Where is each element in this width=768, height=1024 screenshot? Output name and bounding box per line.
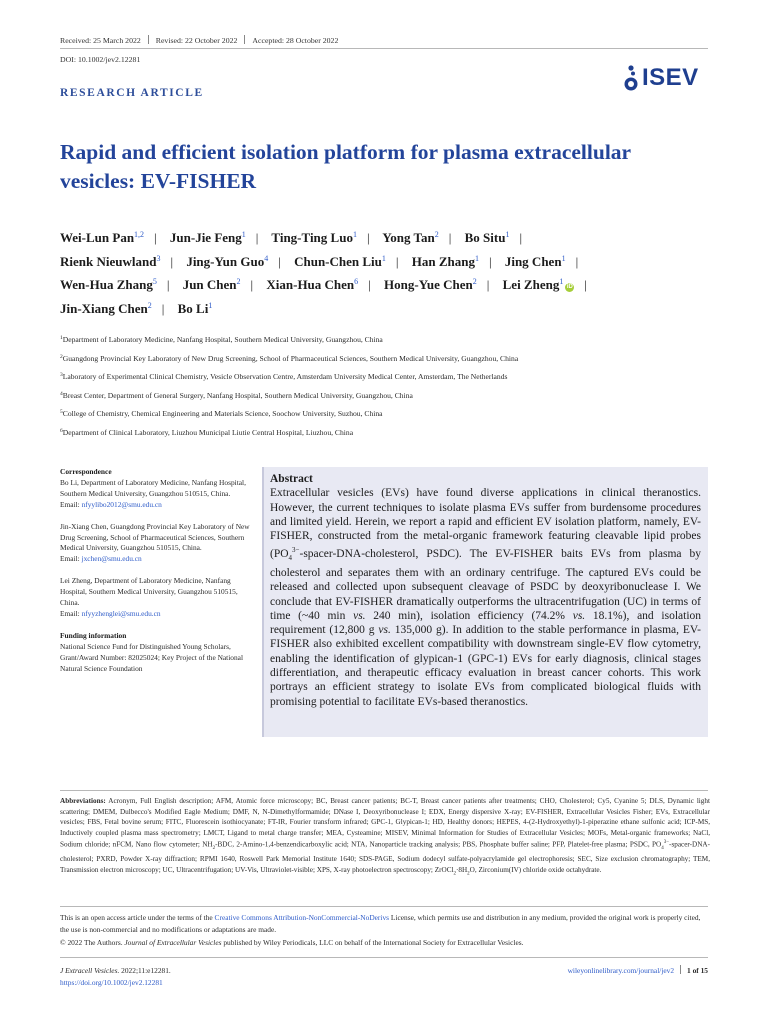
- date-divider: [148, 35, 149, 44]
- funding-text: National Science Fund for Distinguished Young Scholars, Grant/Award Number: 82025024; Key Project of the National Natural Science Foundation: [60, 641, 244, 673]
- author[interactable]: Jing Chen$^1$: [504, 253, 566, 269]
- journal-site-link[interactable]: wileyonlinelibrary.com/journal/jev2: [567, 966, 675, 975]
- abbreviations-rule: [60, 790, 708, 791]
- license-link[interactable]: Creative Commons Attribution-NonCommercial-NoDerivs: [214, 913, 390, 922]
- author[interactable]: Lei Zheng$^1$iD: [502, 277, 573, 292]
- date-divider: [244, 35, 245, 44]
- doi: DOI: 10.1002/jev2.12281: [60, 55, 141, 64]
- article-doi-link[interactable]: https://doi.org/10.1002/jev2.12281: [60, 978, 163, 987]
- affiliation: $^4$Breast Center, Department of General Surgery, Nanfang Hospital, Southern Medical University, Guangzhou, China: [60, 390, 413, 400]
- abstract-text: Extracellular vesicles (EVs) have found diverse applications in clinical theranostics. However, the current techniques to isolate plasma EVs suffer from burdensome procedures and limited yield. Herein, we report a rapid and efficient EV isolation platform, namely, EV-FISHER, constructed from the metal-organic framework featuring cleavable lipid probes ($PO_4^{3-}-spacer-DNA$-cholesterol, PSDC). The EV-FISHER baits EVs from plasma by cholesterol and separates them with an ordinary centrifuge. The captured EVs could be released and collected upon subsequent cleavage of PSDC by deoxyribonuclease I. We conclude that EV-FISHER dramatically outperforms the ultracentrifugation (UC) in terms of time (~40 min vs. 240 min), isolation efficiency (74.2% vs. 18.1%), and isolation requirement (12,800 g vs. 135,000 g). In addition to the stable performance in plasma, EV-FISHER also exhibited excellent compatibility with downstream single-EV flow cytometry, enabling the identification of glypican-1 (GPC-1) EVs for early diagnosis, clinical stages differentiation, and therapeutic efficacy evaluation in breast cancer cohorts. This work portrays an efficient strategy to isolate EVs from complicated biological fluids with promising potential to facilitate EVs-based theranostics.: [270, 487, 702, 708]
- author[interactable]: Chun-Chen Liu$^1$: [294, 253, 386, 269]
- article-dates: [60, 35, 338, 45]
- correspondence-block: Jin-Xiang Chen, Guangdong Provincial Key Laboratory of New Drug Screening, School of Pharmaceutical Sciences, Southern Medical University, Guangzhou 510515, China. Email: jxchen@smu.edu.cn: [60, 522, 252, 566]
- correspondence-contact: Bo Li, Department of Laboratory Medicine, Nanfang Hospital, Southern Medical University, Guangzhou 510515, China.: [60, 477, 246, 498]
- license: [60, 912, 710, 949]
- orcid-icon[interactable]: iD: [566, 284, 573, 290]
- isev-logo-icon: [622, 64, 642, 94]
- page-number: 1 of 15: [687, 966, 708, 975]
- license-terms: This is an open access article under the terms of the Creative Commons Attribution-NonCommercial-NoDerivs License, which permits use and distribution in any medium, provided the original work is properly cited, the use is non-commercial and no modifications or adaptations are made.: [60, 913, 701, 935]
- author[interactable]: Hong-Yue Chen$^2$: [384, 277, 477, 292]
- abstract-heading: Abstract: [270, 473, 313, 485]
- license-rule: [60, 906, 708, 907]
- email-link[interactable]: nfyylibo2012@smu.edu.cn: [81, 499, 162, 509]
- section-label: RESEARCH ARTICLE: [60, 87, 204, 99]
- abbreviations: Abbreviations: Acronym, Full English description; AFM, Atomic force microscopy; BC, Breast cancer patients; BC-T, Breast cancer patients after treatments; CHO, Cholesterol; Cy5, Cyanine 5; DLS, Dynamic light scattering; DMEM, Dulbecco's Modified Eagle Medium; DMF, N, N-Dimethylformamide; DNase I, Deoxyribonuclease I; EDX, Energy dispersive X-ray; EV-FISHER, Extracellular Vesicles Fisher; EVs, Extracellular vesicles; FBS, Fetal bovine serum; FITC, Fluorescein isothiocyanate; FT-IR, Fourier transform infrared; GPC-1, Glypican-1; HD, Healthy donors; HEPES, 4-(2-Hydroxyethyl)-1-piperazine ethane sulfonic acid; ICP-MS, Inductively coupled plasma mass spectrometry; LMCT, Ligand to metal charge transfer; MEA, Cysteamine; MISEV, Minimal Information for Studies of Extracellular Vesicles; MOFs, Metal-organic frameworks; NaCl, Sodium chloride; nFCM, Nano flow cytometer; $NH_2$-BDC, 2-Amino-1,4-benzendicarboxylic acid; NTA, Nanoparticle tracking analysis; PBS, Phosphate buffer saline; PFP, Platelet-free plasma; PSDC, $PO_4^{3-}-spacer-DNA$-cholesterol; PXRD, Powder X-ray diffraction; RPMI 1640, Roswell Park Memorial Institute 1640; SDS-PAGE, Sodium dodecyl sulfate-polyacrylamide gel electrophoresis; SEC, Size exclusion chromatography; TEM, Transmission electron microscopy; UC, Ultracentrifugation; UV-Vis, Ultraviolet-visible; XPS, X-ray photoelectron spectroscopy; $ZrOCl_2\cdot 8H_2O$, Zirconium(IV) chloride oxide octahydrate.: [60, 797, 711, 877]
- abstract-box: [262, 467, 708, 737]
- correspondence-column: [60, 467, 252, 686]
- email-link[interactable]: nfyyzhenglei@smu.edu.cn: [81, 608, 161, 618]
- author[interactable]: Bo Situ$^1$: [464, 230, 510, 245]
- author[interactable]: Wei-Lun Pan$^{1,2}$: [60, 230, 145, 245]
- accepted-date: Accepted: 28 October 2022: [252, 36, 339, 45]
- copyright: © 2022 The Authors. Journal of Extracellular Vesicles published by Wiley Periodicals, LLC on behalf of the International Society for Extracellular Vesicles.: [60, 937, 524, 947]
- funding-block: [60, 631, 252, 675]
- author[interactable]: Xian-Hua Chen$^6$: [266, 277, 359, 292]
- author[interactable]: Ting-Ting Luo$^1$: [271, 230, 357, 245]
- author-list: Wei-Lun Pan$^{1,2}$ | Jun-Jie Feng$^1$ | Ting-Ting Luo$^1$ | Yong Tan$^2$ | Bo Situ$^1$ | Rienk Nieuwland$^3$ | Jing-Yun Guo$^4$ | Chun-Chen Liu$^1$ | Han Zhang$^1$ | Jing Chen$^1$ | Wen-Hua Zhang$^5$ | Jun Chen$^2$ | Xian-Hua Chen$^6$ | Hong-Yue Chen$^2$ | Lei Zheng$^1$iD | Jin-Xiang Chen$^2$ | Bo Li$^1$: [60, 230, 587, 316]
- correspondence-contact: Jin-Xiang Chen, Guangdong Provincial Key Laboratory of New Drug Screening, School of Pharmaceutical Sciences, Southern Medical University, Guangzhou 510515, China.: [60, 521, 250, 553]
- author[interactable]: Wen-Hua Zhang$^5$: [60, 277, 157, 292]
- author[interactable]: Jing-Yun Guo$^4$: [186, 253, 269, 269]
- footer-rule: [60, 957, 708, 958]
- correspondence-contact: Lei Zheng, Department of Laboratory Medicine, Nanfang Hospital, Southern Medical University, Guangzhou 510515, China.: [60, 576, 238, 608]
- author[interactable]: Yong Tan$^2$: [382, 230, 439, 245]
- author[interactable]: Jun Chen$^2$: [182, 277, 241, 292]
- isev-logo-text: ISEV: [642, 64, 699, 91]
- isev-logo[interactable]: [622, 64, 712, 94]
- author[interactable]: Rienk Nieuwland$^3$: [60, 253, 161, 269]
- author[interactable]: Han Zhang$^1$: [411, 253, 479, 269]
- abstract-accent-bar: [262, 467, 264, 737]
- correspondence-block: Correspondence Bo Li, Department of Laboratory Medicine, Nanfang Hospital, Southern Medical University, Guangzhou 510515, China. Email: nfyylibo2012@smu.edu.cn: [60, 467, 252, 511]
- received-date: Received: 25 March 2022: [60, 36, 141, 45]
- header-rule: [60, 48, 708, 49]
- affiliation: $^1$Department of Laboratory Medicine, Nanfang Hospital, Southern Medical University, Guangzhou, China: [60, 335, 383, 344]
- author[interactable]: Bo Li$^1$: [177, 300, 213, 316]
- author[interactable]: Jun-Jie Feng$^1$: [169, 230, 246, 245]
- author[interactable]: Jin-Xiang Chen$^2$: [60, 300, 152, 316]
- footer-right: [568, 965, 708, 975]
- affiliation: $^2$Guangdong Provincial Key Laboratory of New Drug Screening, School of Pharmaceutical Sciences, Southern Medical University, Guangzhou, China: [60, 353, 519, 363]
- article-title: Rapid and efficient isolation platform for plasma extracellular vesicles: EV-FISHER: [60, 140, 631, 193]
- footer-divider: [680, 965, 681, 974]
- footer-citation: J Extracell Vesicles. 2022;11:e12281. https://doi.org/10.1002/jev2.12281: [60, 966, 171, 987]
- correspondence-block: Lei Zheng, Department of Laboratory Medicine, Nanfang Hospital, Southern Medical University, Guangzhou 510515, China. Email: nfyyzhenglei@smu.edu.cn: [60, 576, 252, 620]
- revised-date: Revised: 22 October 2022: [155, 36, 238, 45]
- affiliation: $^6$Department of Clinical Laboratory, Liuzhou Municipal Liutie Central Hospital, Liuzhou, China: [60, 427, 354, 437]
- email-link[interactable]: jxchen@smu.edu.cn: [81, 554, 142, 564]
- affiliation: $^3$Laboratory of Experimental Clinical Chemistry, Vesicle Observation Centre, Amsterdam University Medical Center, Amsterdam, The Netherlands: [60, 372, 508, 381]
- correspondence-heading: Correspondence: [60, 467, 112, 476]
- affiliation: $^5$College of Chemistry, Chemical Engineering and Materials Science, Soochow University, Suzhou, China: [60, 409, 383, 418]
- affiliations: [60, 335, 720, 446]
- funding-heading: Funding information: [60, 630, 127, 640]
